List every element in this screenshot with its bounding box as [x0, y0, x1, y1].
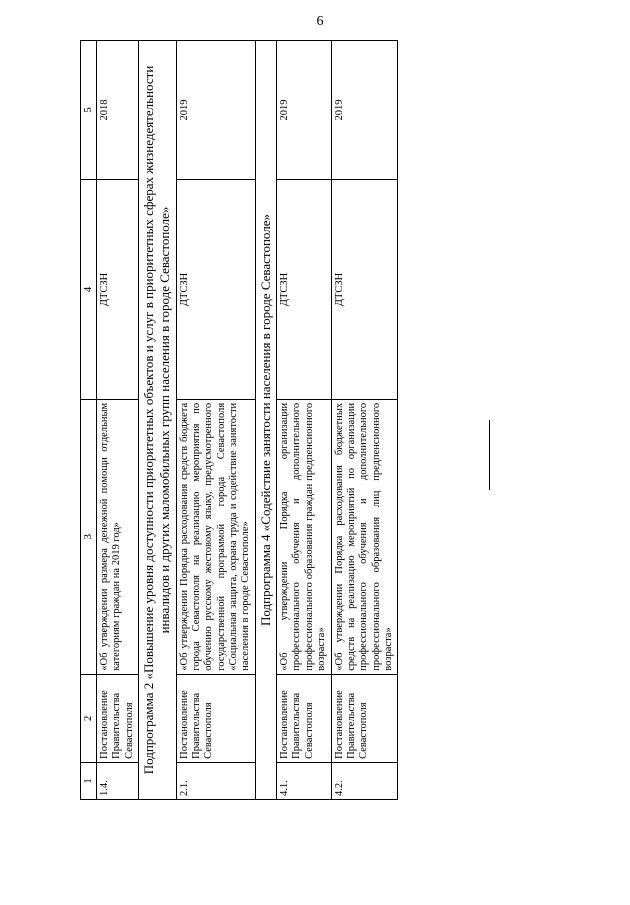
- subprogram-heading: Подпрограмма 4 «Содействие занятости населения в городе Севастополе»: [255, 41, 276, 800]
- subprogram-row: [255, 41, 276, 800]
- subprogram-heading: Подпрограмма 2 «Повышение уровня доступности приоритетных объектов и услуг в приоритетных сферах жизнедеятельности инвалидов и других маломобильных групп населения в городе Севастополе»: [139, 41, 177, 800]
- row-number: 2.1.: [176, 762, 255, 799]
- year: 2019: [277, 41, 332, 180]
- year: 2019: [176, 41, 255, 180]
- document-type: Постановление Правительства Севастополя: [331, 674, 398, 762]
- document-title: «Об утверждении Порядка организации профессионального обучения и дополнительного профессионального образования граждан предпенсионного возраста»: [277, 399, 332, 674]
- table-row: [331, 41, 398, 800]
- separator-line: [489, 420, 490, 490]
- responsible-organization: ДТСЗН: [277, 180, 332, 400]
- table-row: [277, 41, 332, 800]
- column-number-2: 2: [81, 674, 97, 762]
- table-row: [96, 41, 138, 800]
- row-number: 4.1.: [277, 762, 332, 799]
- responsible-organization: ДТСЗН: [96, 180, 138, 400]
- subprogram-row: [139, 41, 177, 800]
- row-number: 1.4.: [96, 762, 138, 799]
- year: 2018: [96, 41, 138, 180]
- regulations-table: [80, 40, 398, 800]
- responsible-organization: ДТСЗН: [176, 180, 255, 400]
- page-number: 6: [316, 14, 324, 29]
- document-type: Постановление Правительства Севастополя: [277, 674, 332, 762]
- row-number: 4.2.: [331, 762, 398, 799]
- document-type: Постановление Правительства Севастополя: [176, 674, 255, 762]
- column-number-4: 4: [81, 180, 97, 400]
- column-number-3: 3: [81, 399, 97, 674]
- responsible-organization: ДТСЗН: [331, 180, 398, 400]
- year: 2019: [331, 41, 398, 180]
- document-title: «Об утверждении Порядка расходования бюджетных средств на реализацию мероприятий по организации профессионального обучения и дополнительного профессионального образования лиц предпенсионного возраста»: [331, 399, 398, 674]
- document-title: «Об утверждении Порядка расходования средств бюджета города Севастополя на реализацию мероприятия по обучению русскому жестовому языку, предусмотренного государственной программой города Севастополя «Социальная защита, охрана труда и содействие занятости населения в городе Севастополе»: [176, 399, 255, 674]
- rotated-table-container: [80, 40, 530, 800]
- column-number-row: [81, 41, 97, 800]
- column-number-1: 1: [81, 762, 97, 799]
- document-type: Постановление Правительства Севастополя: [96, 674, 138, 762]
- table-row: [176, 41, 255, 800]
- column-number-5: 5: [81, 41, 97, 180]
- document-title: «Об утверждении размера денежной помощи отдельным категориям граждан на 2019 год»: [96, 399, 138, 674]
